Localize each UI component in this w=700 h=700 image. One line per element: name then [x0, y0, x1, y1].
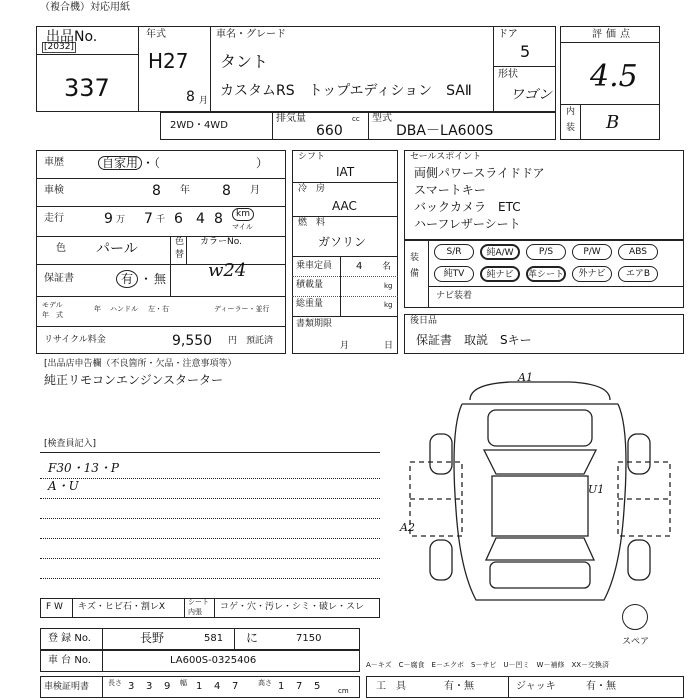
chassis-value: LA600S-0325406	[170, 655, 257, 666]
inspector-line-2: A・U	[48, 479, 79, 493]
fuel-label: 燃 料	[298, 218, 326, 228]
certificate-label: 車検証明書	[44, 682, 90, 692]
inspection-month: 8	[222, 183, 231, 199]
type-value: DBA－LA600S	[396, 123, 494, 139]
inspection-label: 車検	[44, 185, 64, 196]
rear-left-wheel	[430, 540, 452, 580]
sales-point-4: ハーフレザーシート	[414, 217, 521, 231]
sheet-note: （複合機）対応用紙	[40, 2, 130, 13]
lot-label: 出品No.	[46, 29, 98, 45]
aircon-label: 冷 房	[298, 184, 326, 194]
mileage-label: 走行	[44, 213, 64, 224]
seat-label-1: シート	[188, 598, 209, 606]
registration-kana: に	[246, 631, 259, 645]
engine-value: 660	[316, 123, 343, 139]
height-digit-1: 1	[278, 681, 285, 692]
mileage-man: 万	[116, 215, 126, 225]
load-label: 積載量	[296, 280, 324, 290]
spare-tire-icon	[622, 604, 648, 630]
width-digit-1: 1	[196, 681, 203, 692]
model-year-label-2: 年 式	[42, 311, 63, 319]
recycle-value: 9,550	[172, 333, 213, 349]
width-digit-2: 4	[214, 681, 221, 692]
rear-glass	[486, 538, 594, 560]
history-label: 車歴	[44, 157, 64, 168]
fuel-value: ガソリン	[318, 235, 367, 249]
equipment-label-1: 装	[410, 253, 420, 263]
height-label: 高さ	[258, 679, 272, 687]
front-left-wheel	[430, 434, 452, 474]
load-unit: kg	[384, 282, 393, 290]
registration-class: 581	[204, 633, 224, 644]
handle-value: 左・右	[148, 305, 169, 313]
tools-label: 工 具	[376, 681, 406, 692]
equipment-label-2: 備	[410, 269, 420, 279]
seat-value: コゲ・穴・汚レ・シミ・破レ・スレ	[220, 602, 365, 612]
trunk	[490, 562, 590, 588]
aircon-value: AAC	[332, 199, 357, 213]
remarks-label: [出品店申告欄（不良箇所・欠品・注意事項等）	[44, 359, 237, 369]
height-digit-3: 5	[314, 681, 321, 692]
equip-alloy-wheels: 純A/W	[480, 244, 520, 260]
certificate-unit: cm	[338, 687, 349, 695]
inspection-year: 8	[152, 183, 161, 199]
type-label: 型式	[372, 113, 392, 124]
rear-right-wheel	[628, 540, 650, 580]
docs-day-unit: 日	[384, 341, 394, 351]
year-month-unit: 月	[199, 96, 209, 106]
chassis-label: 車 台 No.	[48, 655, 91, 666]
length-label: 長さ	[108, 679, 122, 687]
history-close: ）	[256, 156, 269, 170]
sales-point-2: スマートキー	[414, 183, 486, 197]
drive-options: 2WD・4WD	[170, 120, 228, 131]
rating-label: 評価点	[592, 29, 634, 40]
recycle-unit: 円	[228, 336, 238, 346]
accessories-label: 後日品	[410, 316, 438, 326]
jack-label: ジャッキ	[516, 681, 556, 692]
year-month: 8	[186, 89, 195, 105]
diagram-mark-u1: U1	[588, 483, 605, 496]
equip-abs: ABS	[618, 244, 658, 260]
doors-label: ドア	[498, 29, 518, 40]
accessories-value: 保証書 取説 Sキー	[416, 333, 532, 347]
car-condition-diagram	[400, 370, 680, 620]
color-value: パール	[96, 241, 138, 257]
damage-legend: A－キズ C－腐食 E－エクボ S－サビ U－凹ミ W－補修 XX－交換済	[366, 661, 610, 669]
year-value: H27	[148, 49, 189, 73]
mileage-digit-2: 7	[144, 211, 153, 227]
height-digit-2: 7	[296, 681, 303, 692]
shape-value: ワゴン	[510, 87, 552, 103]
sales-point-3: バックカメラ ETC	[414, 200, 521, 214]
front-right-wheel	[628, 434, 650, 474]
sales-point-1: 両側パワースライドドア	[414, 166, 545, 180]
year-label: 年式	[146, 29, 166, 40]
body-outline	[454, 404, 626, 600]
top-info-box	[36, 26, 556, 112]
inspector-line-1: F30・13・P	[48, 461, 119, 475]
color-label: 色	[56, 243, 66, 254]
lot-number: 337	[64, 74, 110, 102]
navi-label: ナビ装着	[436, 291, 473, 301]
engine-unit: cc	[352, 115, 360, 123]
color-change-label-1: 色	[175, 237, 185, 247]
recycle-note: 預託済	[246, 336, 274, 346]
inspector-label: [検査員記入]	[44, 439, 97, 449]
dealer-label: ディーラー・並行	[214, 305, 270, 313]
equip-aftermarket-navi: 外ナビ	[572, 266, 612, 282]
history-suffix: ・（	[142, 156, 161, 170]
front-bumper	[470, 382, 610, 400]
doors-value: 5	[520, 42, 531, 61]
rating-score: 4.5	[590, 59, 638, 94]
equip-leather-seat: 革シート	[526, 266, 566, 282]
mileage-digit-3: 6	[174, 211, 183, 227]
warranty-sep: ・	[140, 272, 153, 286]
seat-label-2: 内張	[188, 608, 202, 616]
fw-value: キズ・ヒビ石・割レX	[78, 602, 165, 612]
color-code: w24	[208, 260, 247, 281]
windshield	[484, 450, 596, 474]
remarks-value: 純正リモコンエンジンスターター	[44, 373, 224, 387]
registration-number: 7150	[296, 633, 322, 644]
capacity-unit: 名	[382, 262, 392, 272]
model-grade: カスタムRS トップエディション SAⅡ	[220, 83, 472, 99]
vehicle-info-box	[36, 150, 286, 354]
width-label: 幅	[180, 679, 187, 687]
shift-label: シフト	[298, 152, 326, 162]
docs-month-unit: 月	[340, 341, 350, 351]
fw-label: F W	[46, 602, 63, 612]
mileage-digit-4: 4	[196, 211, 205, 227]
mileage-digit-5: 8	[214, 211, 223, 227]
equip-power-windows: P/W	[572, 244, 612, 260]
model-name: タント	[220, 52, 269, 71]
interior-label-2: 装	[566, 123, 576, 133]
tools-value: 有・無	[444, 681, 474, 692]
inspection-month-unit: 月	[250, 185, 260, 196]
capacity-value: 4	[356, 261, 363, 272]
inspection-year-unit: 年	[180, 185, 190, 196]
recycle-label: リサイクル料金	[44, 335, 106, 345]
mileage-unit-mile: マイル	[232, 223, 253, 231]
model-label: 車名・グレード	[216, 29, 286, 40]
shift-value: IAT	[336, 165, 355, 179]
spare-label: スペア	[622, 637, 650, 647]
history-value: 自家用	[98, 156, 142, 170]
width-digit-3: 7	[232, 681, 239, 692]
shape-label: 形状	[498, 69, 518, 80]
diagram-mark-a1: A1	[518, 371, 533, 384]
gross-unit: kg	[384, 301, 393, 309]
model-year-label-1: モデル	[42, 301, 63, 309]
color-change-label-2: 替	[175, 250, 185, 260]
hood	[488, 410, 592, 446]
handle-label: ハンドル	[110, 305, 138, 313]
equip-power-steering: P/S	[526, 244, 566, 260]
equip-sunroof: S/R	[434, 244, 474, 260]
mileage-sen: 千	[156, 215, 166, 225]
equip-tv: 純TV	[434, 266, 474, 282]
mileage-digit-1: 9	[104, 211, 113, 227]
registration-region: 長野	[140, 631, 165, 645]
engine-label: 排気量	[276, 113, 306, 124]
capacity-label: 乗車定員	[296, 261, 333, 271]
interior-grade: B	[606, 112, 620, 133]
length-digit-2: 3	[146, 681, 153, 692]
equip-navi: 純ナビ	[480, 266, 520, 282]
length-digit-1: 3	[128, 681, 135, 692]
lot-stamp: [2032]	[44, 42, 74, 52]
registration-label: 登 録 No.	[48, 633, 91, 644]
warranty-yes: 有	[116, 270, 138, 288]
mileage-unit-km: km	[232, 208, 254, 221]
warranty-label: 保証書	[44, 273, 74, 284]
warranty-no: 無	[154, 272, 167, 286]
jack-value: 有・無	[586, 681, 616, 692]
docs-label: 書類期限	[296, 319, 333, 329]
gross-label: 総重量	[296, 299, 324, 309]
color-code-label: カラーNo.	[200, 237, 242, 247]
length-digit-3: 9	[164, 681, 171, 692]
model-year-unit: 年	[94, 305, 101, 313]
roof	[492, 476, 588, 536]
equip-airbag: エアB	[618, 266, 658, 282]
sales-points-label: セールスポイント	[410, 152, 482, 162]
diagram-mark-a2: A2	[400, 521, 415, 534]
interior-label-1: 内	[566, 107, 576, 117]
